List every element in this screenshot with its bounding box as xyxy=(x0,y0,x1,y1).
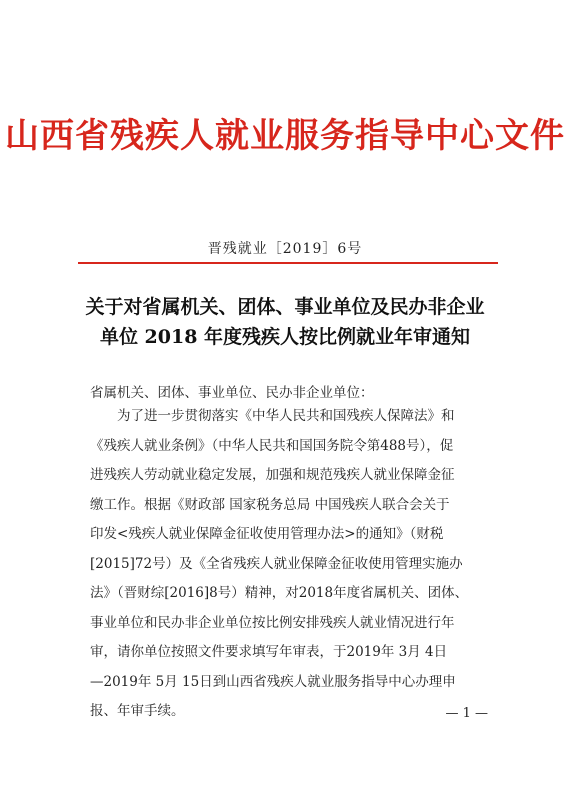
notice-title-line: 关于对省属机关、团体、事业单位及民办非企业 xyxy=(85,296,485,318)
body-line: 《残疾人就业条例》（中华人民共和国国务院令第488号），促 xyxy=(90,437,454,454)
body-line: 印发<残疾人就业保障金征收使用管理办法>的通知》（财税 xyxy=(90,526,444,542)
body-line: 为了进一步贯彻落实《中华人民共和国残疾人保障法》和 xyxy=(90,408,455,424)
addressee-line: 省属机关、团体、事业单位、民办非企业单位： xyxy=(90,385,374,401)
body-line: 事业单位和民办非企业单位按比例安排残疾人就业情况进行年 xyxy=(90,614,455,631)
body-line: 审，请你单位按照文件要求填写年审表，于2019年 3月 4日 xyxy=(90,644,448,660)
notice-title xyxy=(60,292,510,352)
body-line: 报、年审手续。 xyxy=(90,703,185,719)
document-number: 晋残就业［2019］6号 xyxy=(207,241,363,257)
body-line: [2015]72号）及《全省残疾人就业保障金征收使用管理实施办 xyxy=(90,555,463,572)
page-number: — 1 — xyxy=(445,706,488,721)
body-line: 法》（晋财综[2016]8号）精神，对2018年度省属机关、团体、 xyxy=(90,585,469,601)
body-line: 缴工作。根据《财政部 国家税务总局 中国残疾人联合会关于 xyxy=(90,496,450,513)
red-divider-line xyxy=(78,262,498,264)
body-paragraph xyxy=(90,402,490,727)
body-line: 进残疾人劳动就业稳定发展，加强和规范残疾人就业保障金征 xyxy=(90,467,455,483)
issuer-header-title: 山西省残疾人就业服务指导中心文件 xyxy=(5,116,565,156)
body-line: —2019年 5月 15日到山西省残疾人就业服务指导中心办理申 xyxy=(90,673,456,690)
notice-title-line: 单位 2018 年度残疾人按比例就业年审通知 xyxy=(99,326,471,348)
